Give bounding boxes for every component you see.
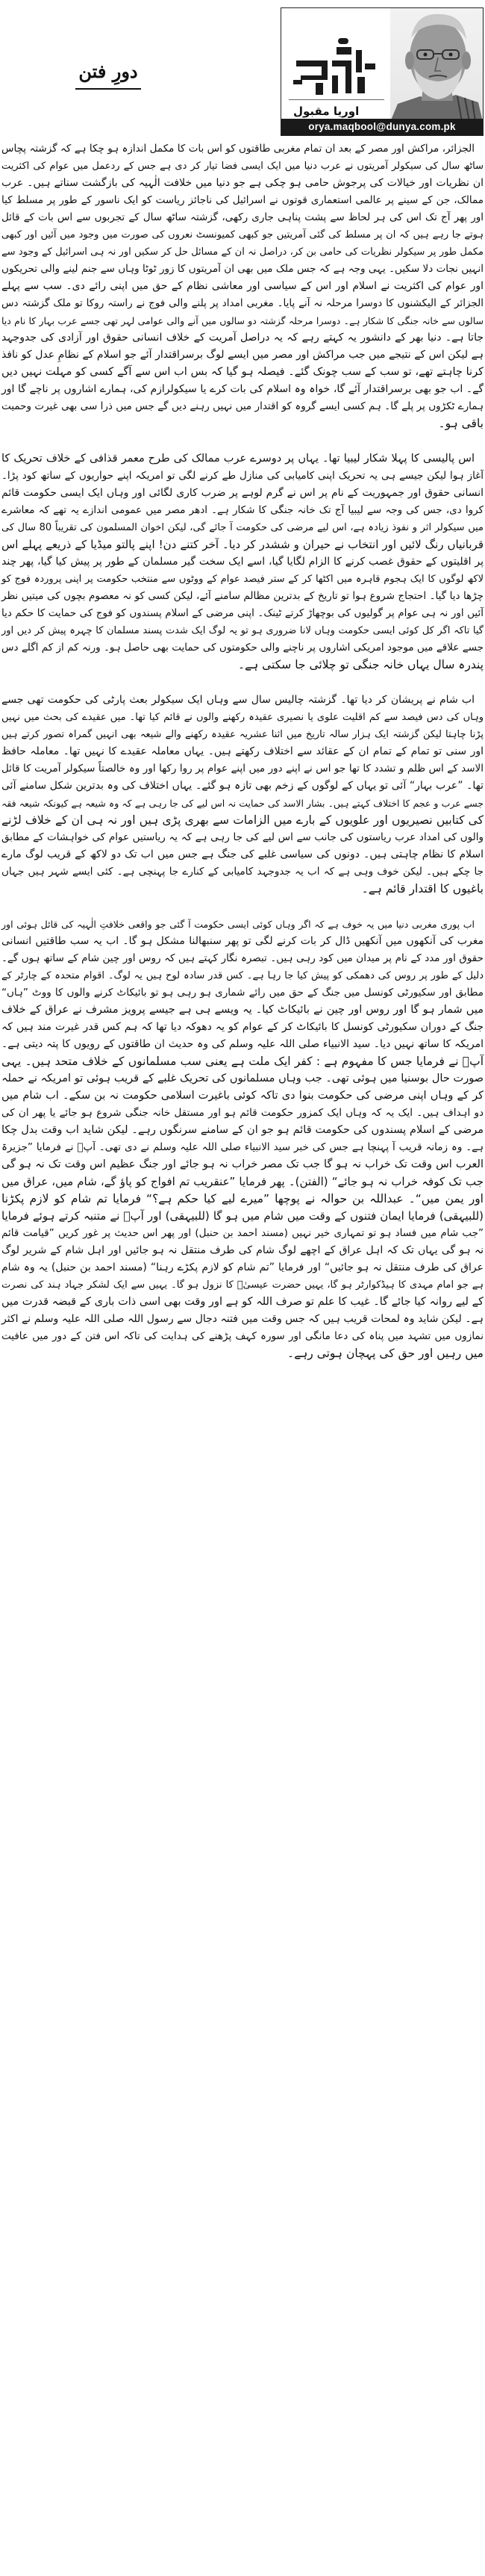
article-line: ”جب شام میں فساد ہو تو تمہاری خیر نہیں (مسند احمد بن حنبل) اور پھر اس حدیث پر غور کریں ”قیامت قائم xyxy=(1,1227,484,1239)
article-line: اب پوری مغربی دنیا میں یہ خوف ہے کہ اگر وہاں کوئی ایسی حکومت آ گئی جو واقعی خلافتِ الٰہیہ کی قائل ہوئی اور xyxy=(1,919,475,930)
article-line: جسے عرب و عجم کا اختلاف کہتے ہیں۔ بشار الاسد کی حمایت نہ اس لیے کی جا رہی ہے کہ وہ شیعہ ہے کیونکہ شیعہ فقہ xyxy=(1,798,484,809)
article-line: جب تک کوفہ خراب نہ ہو جائے“ (الفتن)۔ پھر فرمایا ”عنقریب تم افواج کو پاؤ گے، شام میں، عراق میں xyxy=(1,1175,484,1188)
article-line: لاکھ لوگوں کا ایک ہجوم قاہرہ میں اکٹھا کر کے ستر فیصد عوام کے ووٹوں سے منتخب حکومت پر اپنی پروردہ فوج کو xyxy=(1,574,484,585)
article-line: کر کے وہاں اپنی مرضی کی حکومت بنوا دی تاکہ کوئی باغیرت اسلامی حکومت نہ بن سکے۔ اب شام میں xyxy=(1,1090,484,1102)
article-line: پر اقلیتوں کے حقوق غصب کرنے کا الزام لگایا گیا، اسے ایک سخت گیر مسلمان کے طور پر پیش کیا گیا، پھر چند xyxy=(1,556,484,568)
article-line: الاسد کے اس ظلم و تشدد کا تھا جو اس نے اپنے دور میں اپنے عوام پر روا رکھا اور وہ خالصتاً سیکولر آمریت کا قائل xyxy=(1,763,484,775)
article-line: امریکہ کا ساتھ نہیں دیا۔ سید الانبیاء صلی اللہ علیہ وسلم کی وہ حدیث ان طاقتوں کے رویوں کا پتہ دیتی ہے۔ xyxy=(1,1038,484,1050)
column-title-wrap xyxy=(71,58,146,90)
article-line: گیا تاکہ اگر کل کوئی ایسی حکومت وہاں لانا ضروری ہو تو یہ لوگ ایک شدت پسند مسلمان کا چہرہ پیش کر دیں اور xyxy=(1,625,484,636)
article-line: والوں کی امداد عرب ریاستوں کی جانب سے اس لیے کی جا رہی ہے کہ یہ ریاستیں عوام کی خواہشات کے مطابق xyxy=(1,831,484,843)
article-line: آپؐ نے فرمایا جس کا مفہوم ہے : کفر ایک ملت ہے یعنی سب مسلمانوں کے خلاف متحد ہیں۔ یہی xyxy=(1,1055,484,1068)
byline-box xyxy=(281,7,484,136)
article-line: نمازوں میں تشہد میں پناہ کی دعا مانگی اور سورہ کہف پڑھنے کی ہدایت کی تاکہ اس فتن کے دور میں عافیت xyxy=(1,1330,484,1342)
article-paragraph xyxy=(0,692,485,898)
article-line: اور سنی تو تمام کے تمام ان کے عقائد سے اختلاف رکھتے ہیں۔ یہاں معاملہ عقیدے کا نہیں تھا۔ معاملہ حافظ xyxy=(1,745,484,757)
article-line: جنگ کے دوران سکیورٹی کونسل کا بائیکاٹ کر کے عوام کو یہ دھوکہ دیا تھا کہ ہم کس قدر غیرت مند ہیں کہ xyxy=(1,1021,484,1033)
article-line: ہے لیکن اس کے نتیجے میں جب مراکش اور مصر میں ایسے لوگ برسراقتدار آئے جو اسلام کے نظامِ عدل کو نافذ xyxy=(1,349,484,361)
article-line: اور یمن میں“۔ عبداللہ بن حوالہ نے پوچھا ”میرے لیے کیا حکم ہے؟“ فرمایا تم شام کو لازم پکڑنا xyxy=(1,1192,484,1205)
article-line: سالوں سے خانہ جنگی کا شکار ہے۔ دوسرا مرحلہ گزشتہ دو سالوں میں آنے والی عوامی لہر تھی جسے عرب بہار کا نام دیا xyxy=(1,315,484,326)
article-line: جسے علاقے میں موجود امریکی اشاروں پر ناچنے والی حکومتوں کی حمایت بھی حاصل ہو۔ ورنہ کم از کم اگلے دس xyxy=(1,642,484,654)
article-line: العرب اس وقت تک خراب نہ ہو گا جب تک مصر خراب نہ ہو جائے اور جنگ عظیم اس وقت تک نہ ہو گی xyxy=(1,1158,484,1170)
article-line: مطابق اور سکیورٹی کونسل میں جنگ کے حق میں رائے شماری ہو رہی ہو تو بائیکاٹ کرنے والوں کا ووٹ ”ہاں“ xyxy=(1,987,484,999)
article-line: میں رہیں اور حق کی پہچان ہوتی رہے۔ xyxy=(287,1347,484,1360)
article-line: اور پھر آج تک اس کی ہر لحاظ سے پشت پناہی جاری رکھی، گزشتہ ساٹھ سال کے تجربوں سے اس بات کے قائل xyxy=(1,211,484,223)
article-line: چڑھا دیا گیا۔ احتجاج شروع ہوا تو تاریخ کے بدترین مظالم سامنے آئے، لیکن کسی کو نہ معصوم بچوں کی میتیں نظر xyxy=(1,590,484,602)
article-line: آئیں اور نہ ہی عوام پر گولیوں کی بوچھاڑ کرتے ٹینک۔ اپنی مرضی کے اسلام پسندوں کو فوج کی حمایت کا حکم دیا xyxy=(1,607,484,619)
article-line: صورت حال بوسنیا میں ہوئی تھی۔ جب وہاں مسلمانوں کی تحریک غلبے کے قریب ہوئی تو امریکہ نے حملہ xyxy=(1,1073,484,1084)
article-line: گے۔ اب جو بھی برسراقتدار آئے گا، خواہ وہ اسلام کی بات کرے یا سیکولرازم کی، ہمارے اشاروں پر ناچے گا اور xyxy=(1,383,484,395)
article-line: آغاز ہوا لیکن جیسے ہی یہ تحریک اپنی کامیابی کی منازل طے کرنے لگی تو امریکہ اپنے حواریوں کے ساتھ کود پڑا۔ xyxy=(1,470,484,482)
article-line: جاتا ہے۔ دنیا بھر کے دانشور یہ کہتے رہے کہ یہ دراصل آمریت کے خلاف انسانی حقوق اور آزادی کی جدوجہد xyxy=(1,332,484,344)
article-line: الجزائر کے الیکشنوں کا دوسرا مرحلہ نہ آنے پایا۔ مغربی امداد پر پلنے والی فوج نے راستہ روکا تو ملک گزشتہ دس xyxy=(1,297,484,309)
article-line: پندرہ سال یہاں خانہ جنگی تو چلائی جا سکتی ہے۔ xyxy=(237,658,484,671)
article-line: وہاں کی دس فیصد سے کم اقلیت علوی یا نصیری عقیدہ رکھنے والوں نے قائم کیا تھا۔ میں عقیدے کی بحث میں نہیں xyxy=(1,712,484,723)
article-line: دلیل کے طور پر روس کی دھمکی کو پیش کیا جا رہا ہے۔ کس قدر سادہ لوح ہیں یہ لوگ۔ اقوام متحدہ کے چارٹر کے xyxy=(1,970,484,981)
article-line: عراق کی طرف منتقل نہ ہو جائیں“ اور فرمایا ”تم شام کو لازم پکڑے رہنا“ (مسند احمد بن حنبل) یہ وہ شام xyxy=(1,1261,484,1273)
article-paragraph xyxy=(0,916,485,1362)
article-line: ہے جو امام مہدی کا ہیڈکوارٹر ہو گا، یہیں حضرت عیسیٰؑ کا نزول ہو گا۔ یہیں سے ایک لشکر جہاد ہند کی نصرت xyxy=(1,1279,484,1291)
article-line: میں شمار ہو گا اور روس اور چین نے بائیکاٹ کیا۔ یہ ویسے ہی ہے جیسے پرویز مشرف نے عراق کے خلاف xyxy=(1,1004,484,1016)
author-email: orya.maqbool@dunya.com.pk xyxy=(281,119,483,135)
author-name: اوریا مقبول xyxy=(293,105,360,118)
article-line: انسانی حقوق اور جمہوریت کے نام پر اس نے گرم لوہے پر ضرب کاری لگائی اور وہاں ایک ایسی حکومت قائم xyxy=(1,487,484,499)
article-line: حقوق اور مدد کے نام پر میدان میں کود رہی ہیں۔ تبصرہ نگار کہتے ہیں کہ روس اور چین شام کے ساتھ ہوں گے۔ xyxy=(1,952,484,964)
column-header xyxy=(0,0,485,139)
article-line: اسلام کا نظام چاہتی ہیں۔ دونوں کی سیاسی غلبے کی جنگ ہے جس میں اب تک دو لاکھ کے قریب لوگ مارے xyxy=(1,848,484,860)
article-line: دو اہداف ہیں۔ ایک یہ کہ وہاں ایک کمزور حکومت قائم ہو اور مستقل خانہ جنگی شروع ہو جائے یا پھر ان کی xyxy=(1,1107,484,1119)
harf-e-raaz-logo xyxy=(293,31,379,98)
article-line: الجزائر، مراکش اور مصر کے بعد ان تمام مغربی طاقتوں کو اس بات کا مکمل اندازہ ہو چکا ہے کہ گزشتہ پچاس xyxy=(1,143,475,155)
author-photo xyxy=(390,8,483,122)
article-line: ہمارے ٹکڑوں پر پلے گا۔ ہم کسی ایسے گروہ کو اقتدار میں نہیں رہنے دیں گے جس میں ذرا سی بھی غیرت وحمیت xyxy=(1,400,484,412)
article-line: نہ ہو گی یہاں تک کہ اہل عراق کے اچھے لوگ شام کی طرف منتقل نہ ہو جائیں اور اہل شام کے شریر لوگ xyxy=(1,1244,484,1256)
article-line: کروا دی، جس کی وجہ سے لیبیا آج تک خانہ جنگی کا شکار ہے۔ ادھر مصر میں عمومی اندازے یہ تھے کہ معاشرے xyxy=(1,504,484,516)
article-line: ان نظریات اور خیالات کی پرجوش حامی ہو چکی ہے جو دنیا میں خلافت الٰہیہ کی بازگشت سناتے ہیں۔ عرب xyxy=(1,177,484,189)
article-line: تھا۔ ”عرب بہار“ آئی تو یہاں کے لوگوں کے زخم بھی تازہ ہو گئے۔ یہاں اختلاف کی وہ بدترین شکل سامنے آئی xyxy=(1,780,484,792)
column-title: دورِ فتن xyxy=(75,58,140,90)
article-line: ہے۔ وہ زمانہ قریب آ پہنچا ہے جس کی خبر سید الانبیاء صلی اللہ علیہ وسلم نے دی تھی۔ آپؐ نے فرمایا ”جزیرۃ xyxy=(1,1141,484,1153)
article-line: مکمل طور پر سیکولر نظریات کی حامی بن کر، دراصل نہ ان کے مسائل حل کر سکیں اور نہ ہی اسرائیل کے وجود سے xyxy=(1,246,484,258)
article-line: جا چکے ہیں۔ لیکن خوف وہی ہے کہ اب یہ جدوجہد کامیابی کے کنارے جا پہنچی ہے۔ کئی ایسے شہر ہیں جہاں xyxy=(1,866,484,878)
article-line: (للبیہقی) فرمایا ایمان فتنوں کے وقت میں شام میں ہو گا (للبیہقی) اور آپؐ نے متنبہ کرتے ہوئے فرمایا xyxy=(1,1209,484,1223)
article-line: ہے۔ لیکن شاید وہ لمحات قریب ہیں کہ جس وقت میں فتنہ دجال سے رسول اللہ صلی اللہ علیہ وسلم نے اکثر xyxy=(1,1313,484,1325)
article-line: مرضی کے اسلام پسندوں کی حکومت قائم ہو جو ان کے سامنے سرنگوں رہے۔ لیکن شاید اب وقت بدل چکا xyxy=(1,1124,484,1136)
article-line: میں سیکولر اثر و نفوذ زیادہ ہے، اس لیے مرضی کی حکومت آ جائے گی، لیکن اخوان المسلمون کی تقریباً 80 سال کی xyxy=(1,522,484,533)
article-line: پڑنا چاہتا لیکن گزشتہ ایک ہزار سالہ تاریخ میں اثنا عشریہ عقیدہ رکھنے والے شیعہ بھی انہیں گمراہ تصور کرتے ہیں xyxy=(1,729,484,740)
article-line: انہیں نجات دلا سکیں۔ یہی وجہ ہے کہ جس ملک میں بھی ان آمریتوں کا زور ٹوٹا وہاں سے جنم لینے والی تحریکوں xyxy=(1,263,484,275)
article-line: ساٹھ سال کی سیکولر آمریتوں نے عرب دنیا میں ایک ایسی فضا تیار کر دی ہے جس کے ردعمل میں عوام کی اکثریت xyxy=(1,161,484,172)
article-line: اس پالیسی کا پہلا شکار لیبیا تھا۔ یہاں پر دوسرے عرب ممالک کی طرح معمر قذافی کے خلاف تحریک کا xyxy=(1,453,475,465)
article-line: اب شام نے پریشان کر دیا تھا۔ گزشتہ چالیس سال سے وہاں ایک سیکولر بعث پارٹی کی حکومت تھی جسے xyxy=(1,694,475,706)
logo-divider xyxy=(289,99,384,100)
article-line: کرنا چاہتے تھے، تو سب کے سب چونک گئے۔ فیصلہ ہو گیا کہ بس اب اس سے آگے کسی کو مہلت نہیں دیں xyxy=(1,366,484,378)
article-line: باغیوں کا اقتدار قائم ہے۔ xyxy=(361,882,484,896)
article-line: ہوتے جا رہے ہیں کہ ان پر مسلط کی گئی آمریتیں جو کبھی کمیونسٹ نعروں کی صورت میں وجود میں آئیں اور کبھی xyxy=(1,229,484,240)
article-line: ممالک، جن کے سینے پر عالمی استعماری قوتوں نے اسرائیل کی ناجائز ریاست کو ایک ناسور کے طور پر مسلط کیا xyxy=(1,194,484,206)
article-line: اور عوام کی اکثریت نے اسلام اور اس کے سیاسی اور معاشی نظام کے حق میں اپنی رائے دی۔ سب سے پہلے xyxy=(1,280,484,292)
article-line: مغرب کی آنکھوں میں آنکھیں ڈال کر بات کرنے لگی تو پھر سنبھالنا مشکل ہو گا۔ اب یہ سب طاقتیں انسانی xyxy=(1,935,484,947)
article-line: قربانیاں رنگ لائیں اور انتخاب نے حیران و ششدر کر دیا۔ آخر کتنے دن! اپنے پالتو میڈیا کے ذریعے پہلے اس xyxy=(1,538,484,551)
article-line: باقی ہو۔ xyxy=(438,417,484,430)
article-paragraph xyxy=(0,450,485,674)
article-paragraph xyxy=(0,140,485,432)
article-line: کی کتابیں نصیریوں اور علویوں کے بارے میں الزامات سے بھری پڑی ہیں اور نہ ہی ان کے خلاف لڑنے xyxy=(1,813,484,827)
article-line: کے لیے روانہ کیا جائے گا۔ غیب کا علم تو صرف اللہ کو ہے اور وقت بھی اسی ذات باری کے قبضہ قدرت میں xyxy=(1,1296,484,1308)
article-body xyxy=(0,140,485,1362)
